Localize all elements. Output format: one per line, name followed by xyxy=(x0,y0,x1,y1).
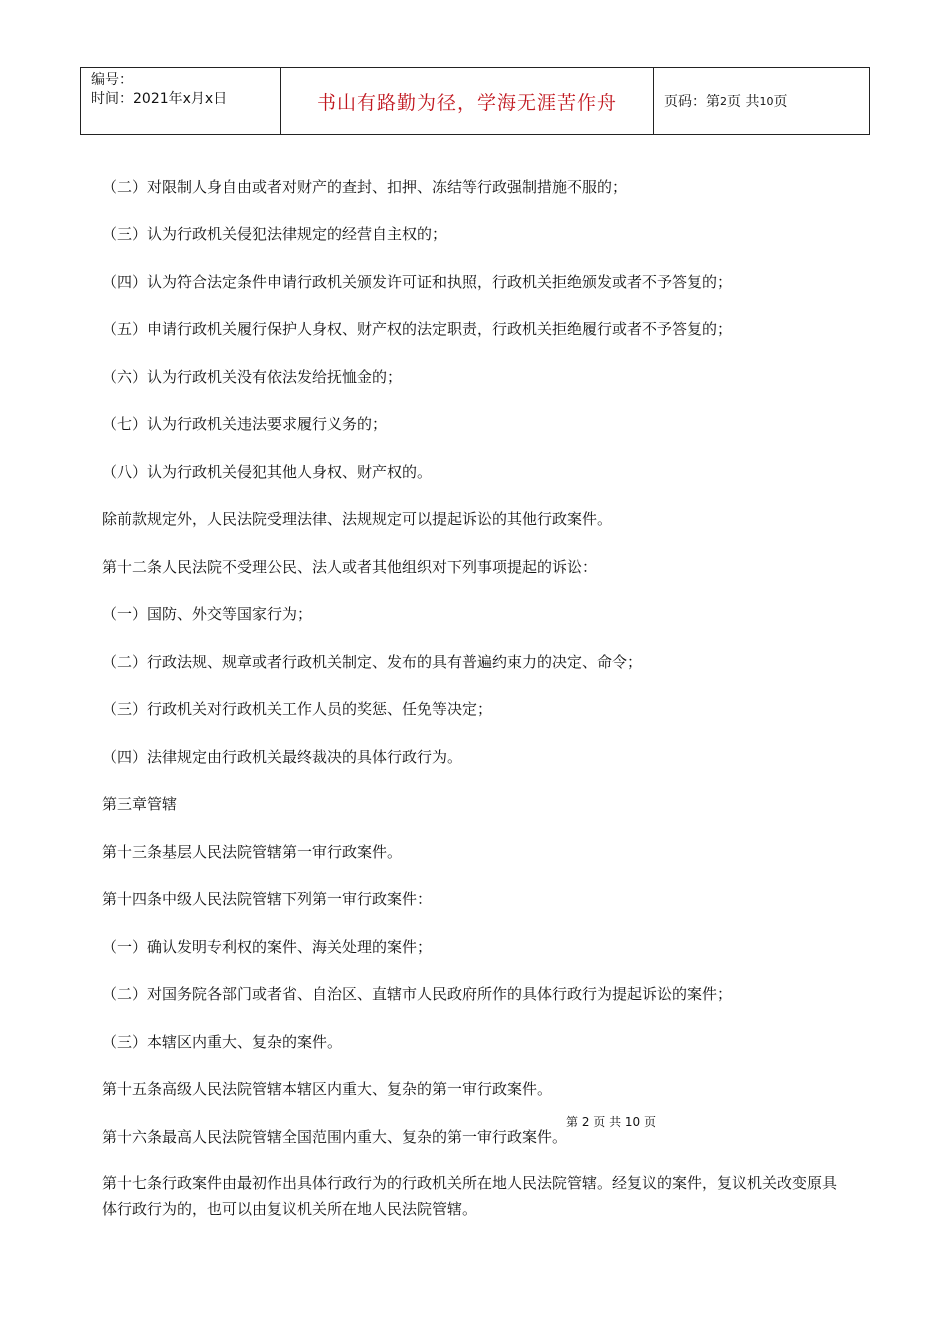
paragraph: （一）确认发明专利权的案件、海关处理的案件； xyxy=(102,938,433,956)
paragraph: （一）国防、外交等国家行为； xyxy=(102,605,313,623)
serial-label: 编号： xyxy=(91,72,133,88)
paragraph: （三）认为行政机关侵犯法律规定的经营自主权的； xyxy=(102,225,448,243)
paragraph: 第十五条高级人民法院管辖本辖区内重大、复杂的第一审行政案件。 xyxy=(102,1080,553,1098)
page-footer: 第 2 页 共 10 页 xyxy=(566,1115,656,1129)
paragraph: 第十三条基层人民法院管辖第一审行政案件。 xyxy=(102,843,403,861)
paragraph: （四）法律规定由行政机关最终裁决的具体行政行为。 xyxy=(102,748,463,766)
page-total: 10 xyxy=(759,94,774,108)
paragraph: 第十二条人民法院不受理公民、法人或者其他组织对下列事项提起的诉讼： xyxy=(102,558,598,576)
paragraph: （七）认为行政机关违法要求履行义务的； xyxy=(102,415,388,433)
paragraph: （三）本辖区内重大、复杂的案件。 xyxy=(102,1033,343,1051)
paragraph: 第十六条最高人民法院管辖全国范围内重大、复杂的第一审行政案件。 xyxy=(102,1128,568,1146)
header-motto-cell xyxy=(281,68,654,134)
page-mid: 页 共 xyxy=(727,94,760,110)
header-page-cell xyxy=(654,68,869,134)
chapter-heading: 第三章管辖 xyxy=(102,795,178,813)
paragraph: （八）认为行政机关侵犯其他人身权、财产权的。 xyxy=(102,463,433,481)
paragraph: （二）行政法规、规章或者行政机关制定、发布的具有普遍约束力的决定、命令； xyxy=(102,653,643,671)
paragraph: （四）认为符合法定条件申请行政机关颁发许可证和执照，行政机关拒绝颁发或者不予答复的； xyxy=(102,273,733,291)
paragraph: 第十七条行政案件由最初作出具体行政行为的行政机关所在地人民法院管辖。经复议的案件，复议机关改变原具体行政行为的，也可以由复议机关所在地人民法院管辖。 xyxy=(102,1174,838,1218)
paragraph: （二）对限制人身自由或者对财产的查封、扣押、冻结等行政强制措施不服的； xyxy=(102,178,628,196)
page-current: 2 xyxy=(720,94,727,108)
page-prefix: 页码：第 xyxy=(664,94,720,110)
page-header xyxy=(80,67,870,135)
paragraph: （六）认为行政机关没有依法发给抚恤金的； xyxy=(102,368,403,386)
paragraph: 除前款规定外，人民法院受理法律、法规规定可以提起诉讼的其他行政案件。 xyxy=(102,510,613,528)
motto-text: 书山有路勤为径，学海无涯苦作舟 xyxy=(316,91,617,114)
page-suffix: 页 xyxy=(773,94,788,110)
paragraph: （五）申请行政机关履行保护人身权、财产权的法定职责，行政机关拒绝履行或者不予答复的； xyxy=(102,320,733,338)
date-label: 时间：2021年x月x日 xyxy=(91,91,228,107)
paragraph: （二）对国务院各部门或者省、自治区、直辖市人民政府所作的具体行政行为提起诉讼的案件； xyxy=(102,985,733,1003)
paragraph: （三）行政机关对行政机关工作人员的奖惩、任免等决定； xyxy=(102,700,493,718)
paragraph: 第十四条中级人民法院管辖下列第一审行政案件： xyxy=(102,890,433,908)
header-meta-cell xyxy=(81,68,281,134)
